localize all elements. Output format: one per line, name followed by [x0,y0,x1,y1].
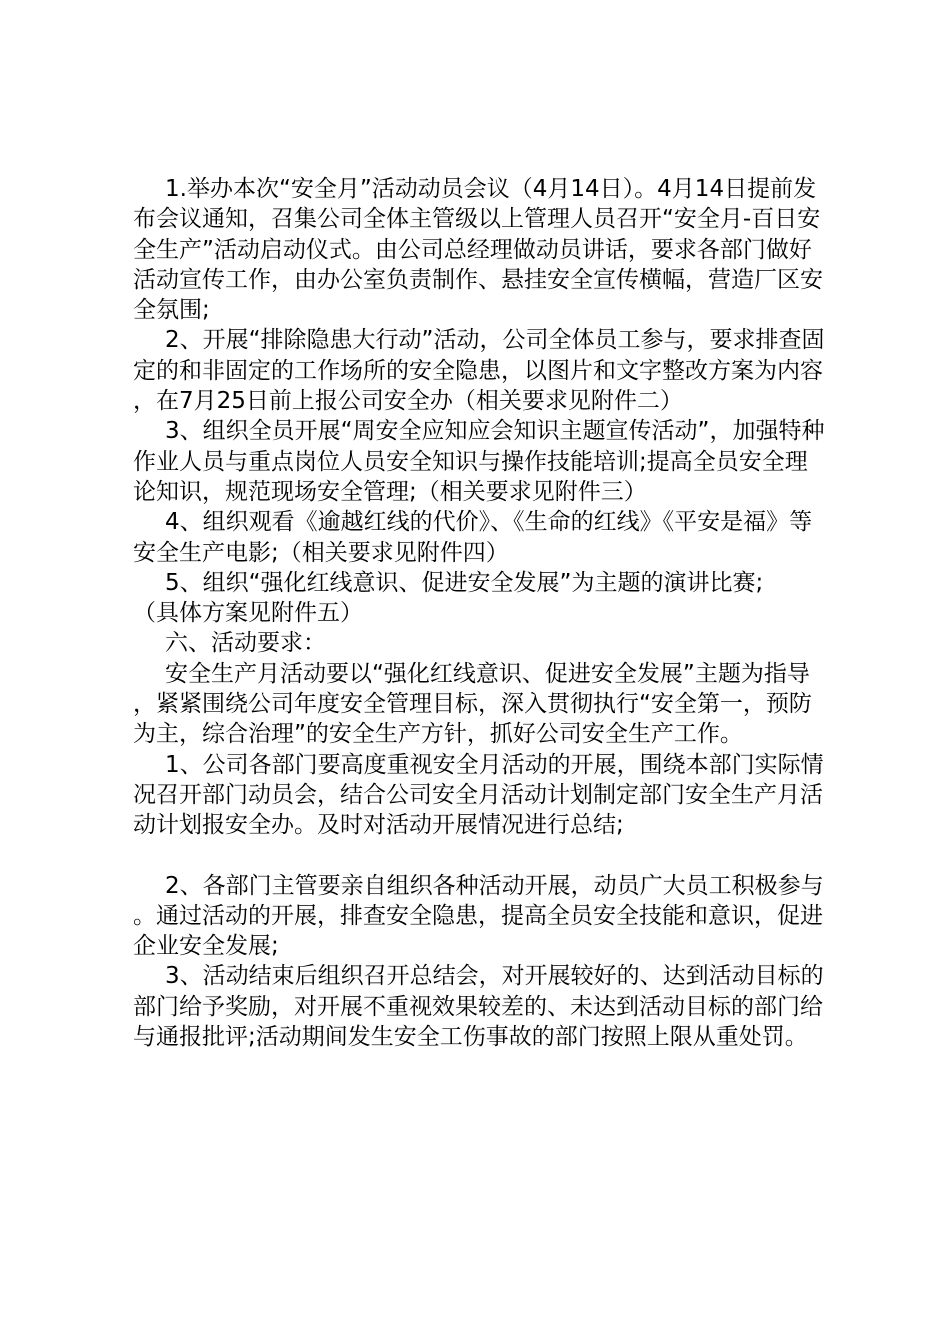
requirement-item-3: 3、活动结束后组织召开总结会，对开展较好的、达到活动目标的部门给予奖励，对开展不重视效果较差的、未达到活动目标的部门给与通报批评;活动期间发生安全工伤事故的部门按照上限从重处罚。 [133,963,824,1051]
paragraph-requirements-intro: 安全生产月活动要以“强化红线意识、促进安全发展”主题为指导，紧紧围绕公司年度安全管理目标，深入贯彻执行“安全第一，预防为主，综合治理”的安全生产方针，抓好公司安全生产工作。 [133,660,812,748]
paragraph-item-2: 2、开展“排除隐患大行动”活动，公司全体员工参与，要求排查固定的和非固定的工作场所的安全隐患，以图片和文字整改方案为内容，在7月25日前上报公司安全办（相关要求见附件二） [133,327,825,415]
paragraph-item-5-note: （具体方案见附件五） [133,600,363,627]
paragraph-item-4: 4、组织观看《逾越红线的代价》、《生命的红线》《平安是福》等安全生产电影;（相关要求见附件四） [133,509,813,566]
paragraph-item-5: 5、组织“强化红线意识、促进安全发展”为主题的演讲比赛; [165,569,764,596]
section-heading-requirements: 六、活动要求： [165,630,326,657]
requirement-item-1: 1、公司各部门要高度重视安全月活动的开展，围绕本部门实际情况召开部门动员会，结合公司安全月活动计划制定部门安全生产月活动计划报安全办。及时对活动开展情况进行总结; [133,751,824,839]
paragraph-item-1: 1.举办本次“安全月”活动动员会议（4月14日）。4月14日提前发布会议通知，召集公司全体主管级以上管理人员召开“安全月-百日安全生产”活动启动仪式。由公司总经理做动员讲话，要求各部门做好活动宣传工作，由办公室负责制作、悬挂安全宣传横幅，营造厂区安全氛围; [133,176,823,324]
paragraph-item-3: 3、组织全员开展“周安全应知应会知识主题宣传活动”，加强特种作业人员与重点岗位人员安全知识与操作技能培训;提高全员安全理论知识，规范现场安全管理;（相关要求见附件三） [133,418,825,505]
requirement-item-2: 2、各部门主管要亲自组织各种活动开展，动员广大员工积极参与。通过活动的开展，排查安全隐患，提高全员安全技能和意识，促进企业安全发展; [133,872,824,960]
document-body [133,174,828,1052]
blank-line [133,841,828,871]
